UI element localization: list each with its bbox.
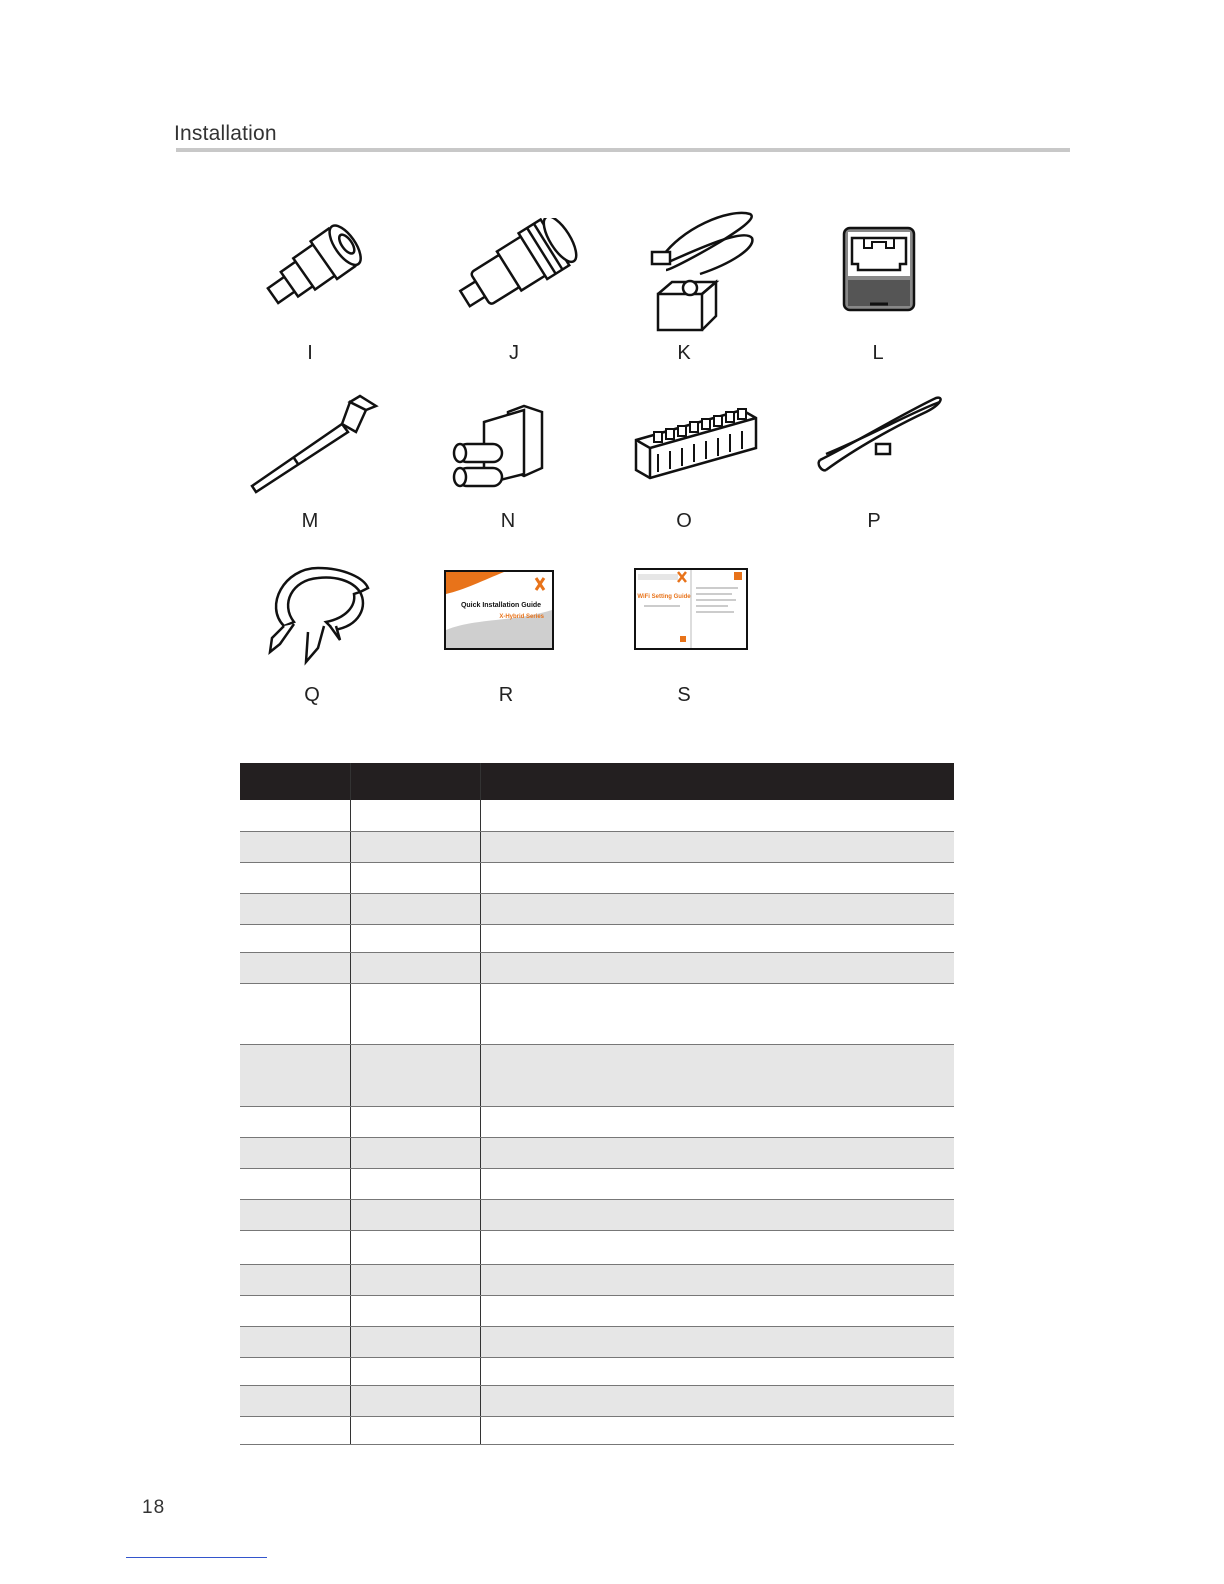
parts-table: [240, 763, 954, 1445]
table-row: [240, 1230, 954, 1264]
temperature-sensor-cable-icon: [816, 392, 946, 480]
quick-installation-guide-icon: [444, 570, 554, 650]
table-row: [240, 1385, 954, 1416]
table-header-cell: [481, 763, 955, 800]
table-row: [240, 952, 954, 983]
table-row: [240, 1295, 954, 1326]
table-row: [240, 893, 954, 924]
table-row: [240, 1264, 954, 1295]
table-row: [240, 1137, 954, 1168]
table-row: [240, 924, 954, 952]
figure-label-n: N: [500, 510, 516, 532]
table-row: [240, 1168, 954, 1199]
rj45-port-icon: [842, 226, 916, 312]
figure-label-r: R: [498, 684, 514, 706]
figure-label-l: L: [872, 342, 884, 364]
table-row: [240, 1106, 954, 1137]
table-header-cell: [351, 763, 481, 800]
table-header-cell: [240, 763, 351, 800]
ac-connector-socket-icon: [452, 218, 586, 314]
table-row: [240, 983, 954, 1044]
table-row: [240, 1044, 954, 1106]
figure-label-j: J: [509, 342, 519, 364]
table-row: [240, 862, 954, 893]
header-divider: [176, 148, 1070, 152]
battery-connector-icon: [448, 404, 546, 496]
page-number: 18: [142, 1497, 166, 1518]
guide-r-title: Quick Installation Guide: [460, 602, 542, 609]
figure-label-k: K: [677, 342, 691, 364]
wifi-setting-guide-icon: [634, 568, 748, 650]
wifi-antenna-icon: [246, 392, 382, 496]
table-row: [240, 1199, 954, 1230]
ac-connector-plug-icon: [262, 222, 366, 312]
figure-label-q: Q: [304, 684, 320, 706]
guide-s-title: WiFi Setting Guide: [637, 594, 691, 600]
figure-label-i: I: [307, 342, 313, 364]
guide-r-subtitle: X-Hybrid Series: [499, 614, 544, 620]
cable-clip-icon: [264, 566, 374, 666]
table-row: [240, 1326, 954, 1357]
table-row: [240, 800, 954, 831]
ct-clamp-cable-icon: [640, 208, 760, 334]
footnote-line: [126, 1557, 267, 1558]
figure-label-m: M: [301, 510, 319, 532]
table-header-row: [240, 763, 954, 800]
figure-label-p: P: [867, 510, 881, 532]
page-section-title: Installation: [174, 122, 277, 145]
figure-label-s: S: [677, 684, 691, 706]
table-row: [240, 1416, 954, 1444]
table-row: [240, 1357, 954, 1385]
terminal-block-icon: [630, 396, 762, 484]
figure-label-o: O: [676, 510, 692, 532]
table-row: [240, 831, 954, 862]
